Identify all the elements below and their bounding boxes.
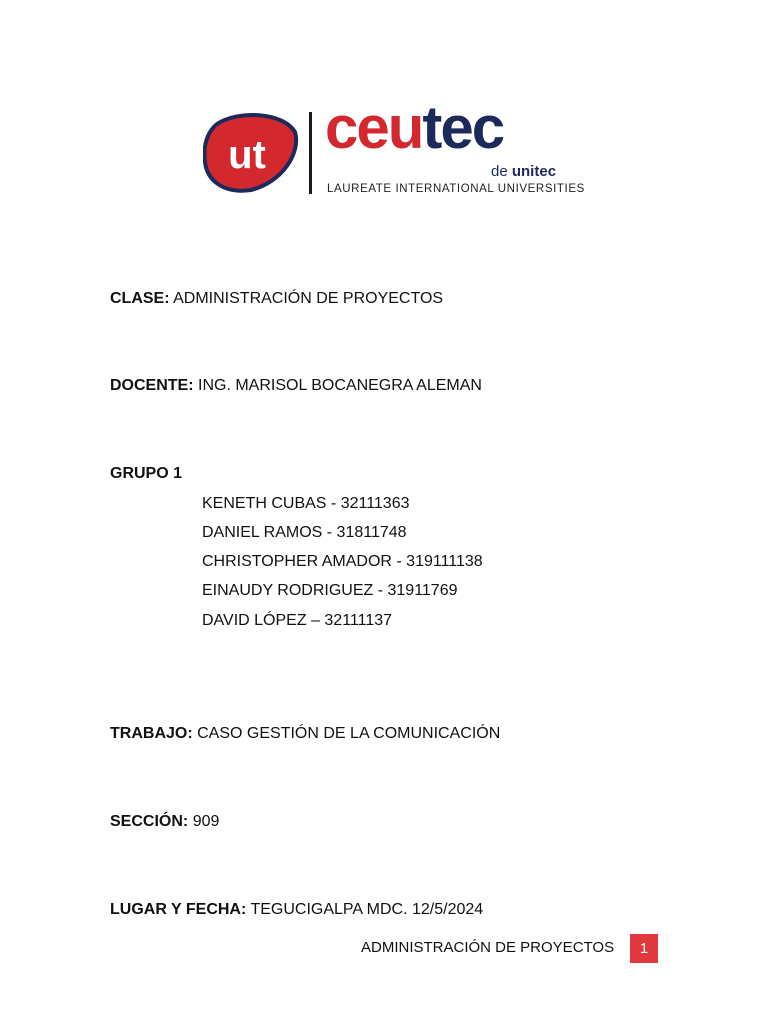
footer-title: ADMINISTRACIÓN DE PROYECTOS [361,939,615,956]
field-trabajo [110,725,500,743]
logo-tagline: LAUREATE INTERNATIONAL UNIVERSITIES [327,183,585,195]
member-item: DAVID LÓPEZ – 32111137 [202,612,393,629]
member-item: EINAUDY RODRIGUEZ - 31911769 [202,582,458,599]
field-seccion [110,813,219,831]
logo-word-blue: tec [422,94,504,161]
field-clase [110,290,443,308]
logo-wordmark [325,94,504,161]
logo-sub-brand: unitec [511,163,557,180]
page-number-badge: 1 [630,934,658,963]
field-seccion-label: SECCIÓN: [110,813,189,830]
ut-monogram-icon [203,110,299,194]
field-trabajo-value: CASO GESTIÓN DE LA COMUNICACIÓN [197,725,501,742]
field-lugar-value: TEGUCIGALPA MDC. 12/5/2024 [250,901,484,918]
field-clase-label: CLASE: [110,290,170,307]
field-seccion-value: 909 [192,813,220,830]
field-docente-label: DOCENTE: [110,377,194,394]
field-clase-value: ADMINISTRACIÓN DE PROYECTOS [173,290,444,307]
field-grupo-label: GRUPO 1 [110,465,183,482]
logo-sub-de: de [491,163,508,180]
monogram-text: ut [228,133,266,177]
field-grupo [110,465,182,483]
field-lugar-label: LUGAR Y FECHA: [110,901,247,918]
ceutec-logo [203,94,585,198]
logo-subbrand [491,163,556,180]
member-item: DANIEL RAMOS - 31811748 [202,524,407,541]
field-docente-value: ING. MARISOL BOCANEGRA ALEMAN [198,377,482,394]
member-item: CHRISTOPHER AMADOR - 319111138 [202,553,483,570]
member-item: KENETH CUBAS - 32111363 [202,495,410,512]
field-trabajo-label: TRABAJO: [110,725,193,742]
logo-word-red: ceu [325,94,423,161]
logo-separator [309,112,312,194]
field-lugar-fecha [110,901,483,919]
field-docente [110,377,482,395]
